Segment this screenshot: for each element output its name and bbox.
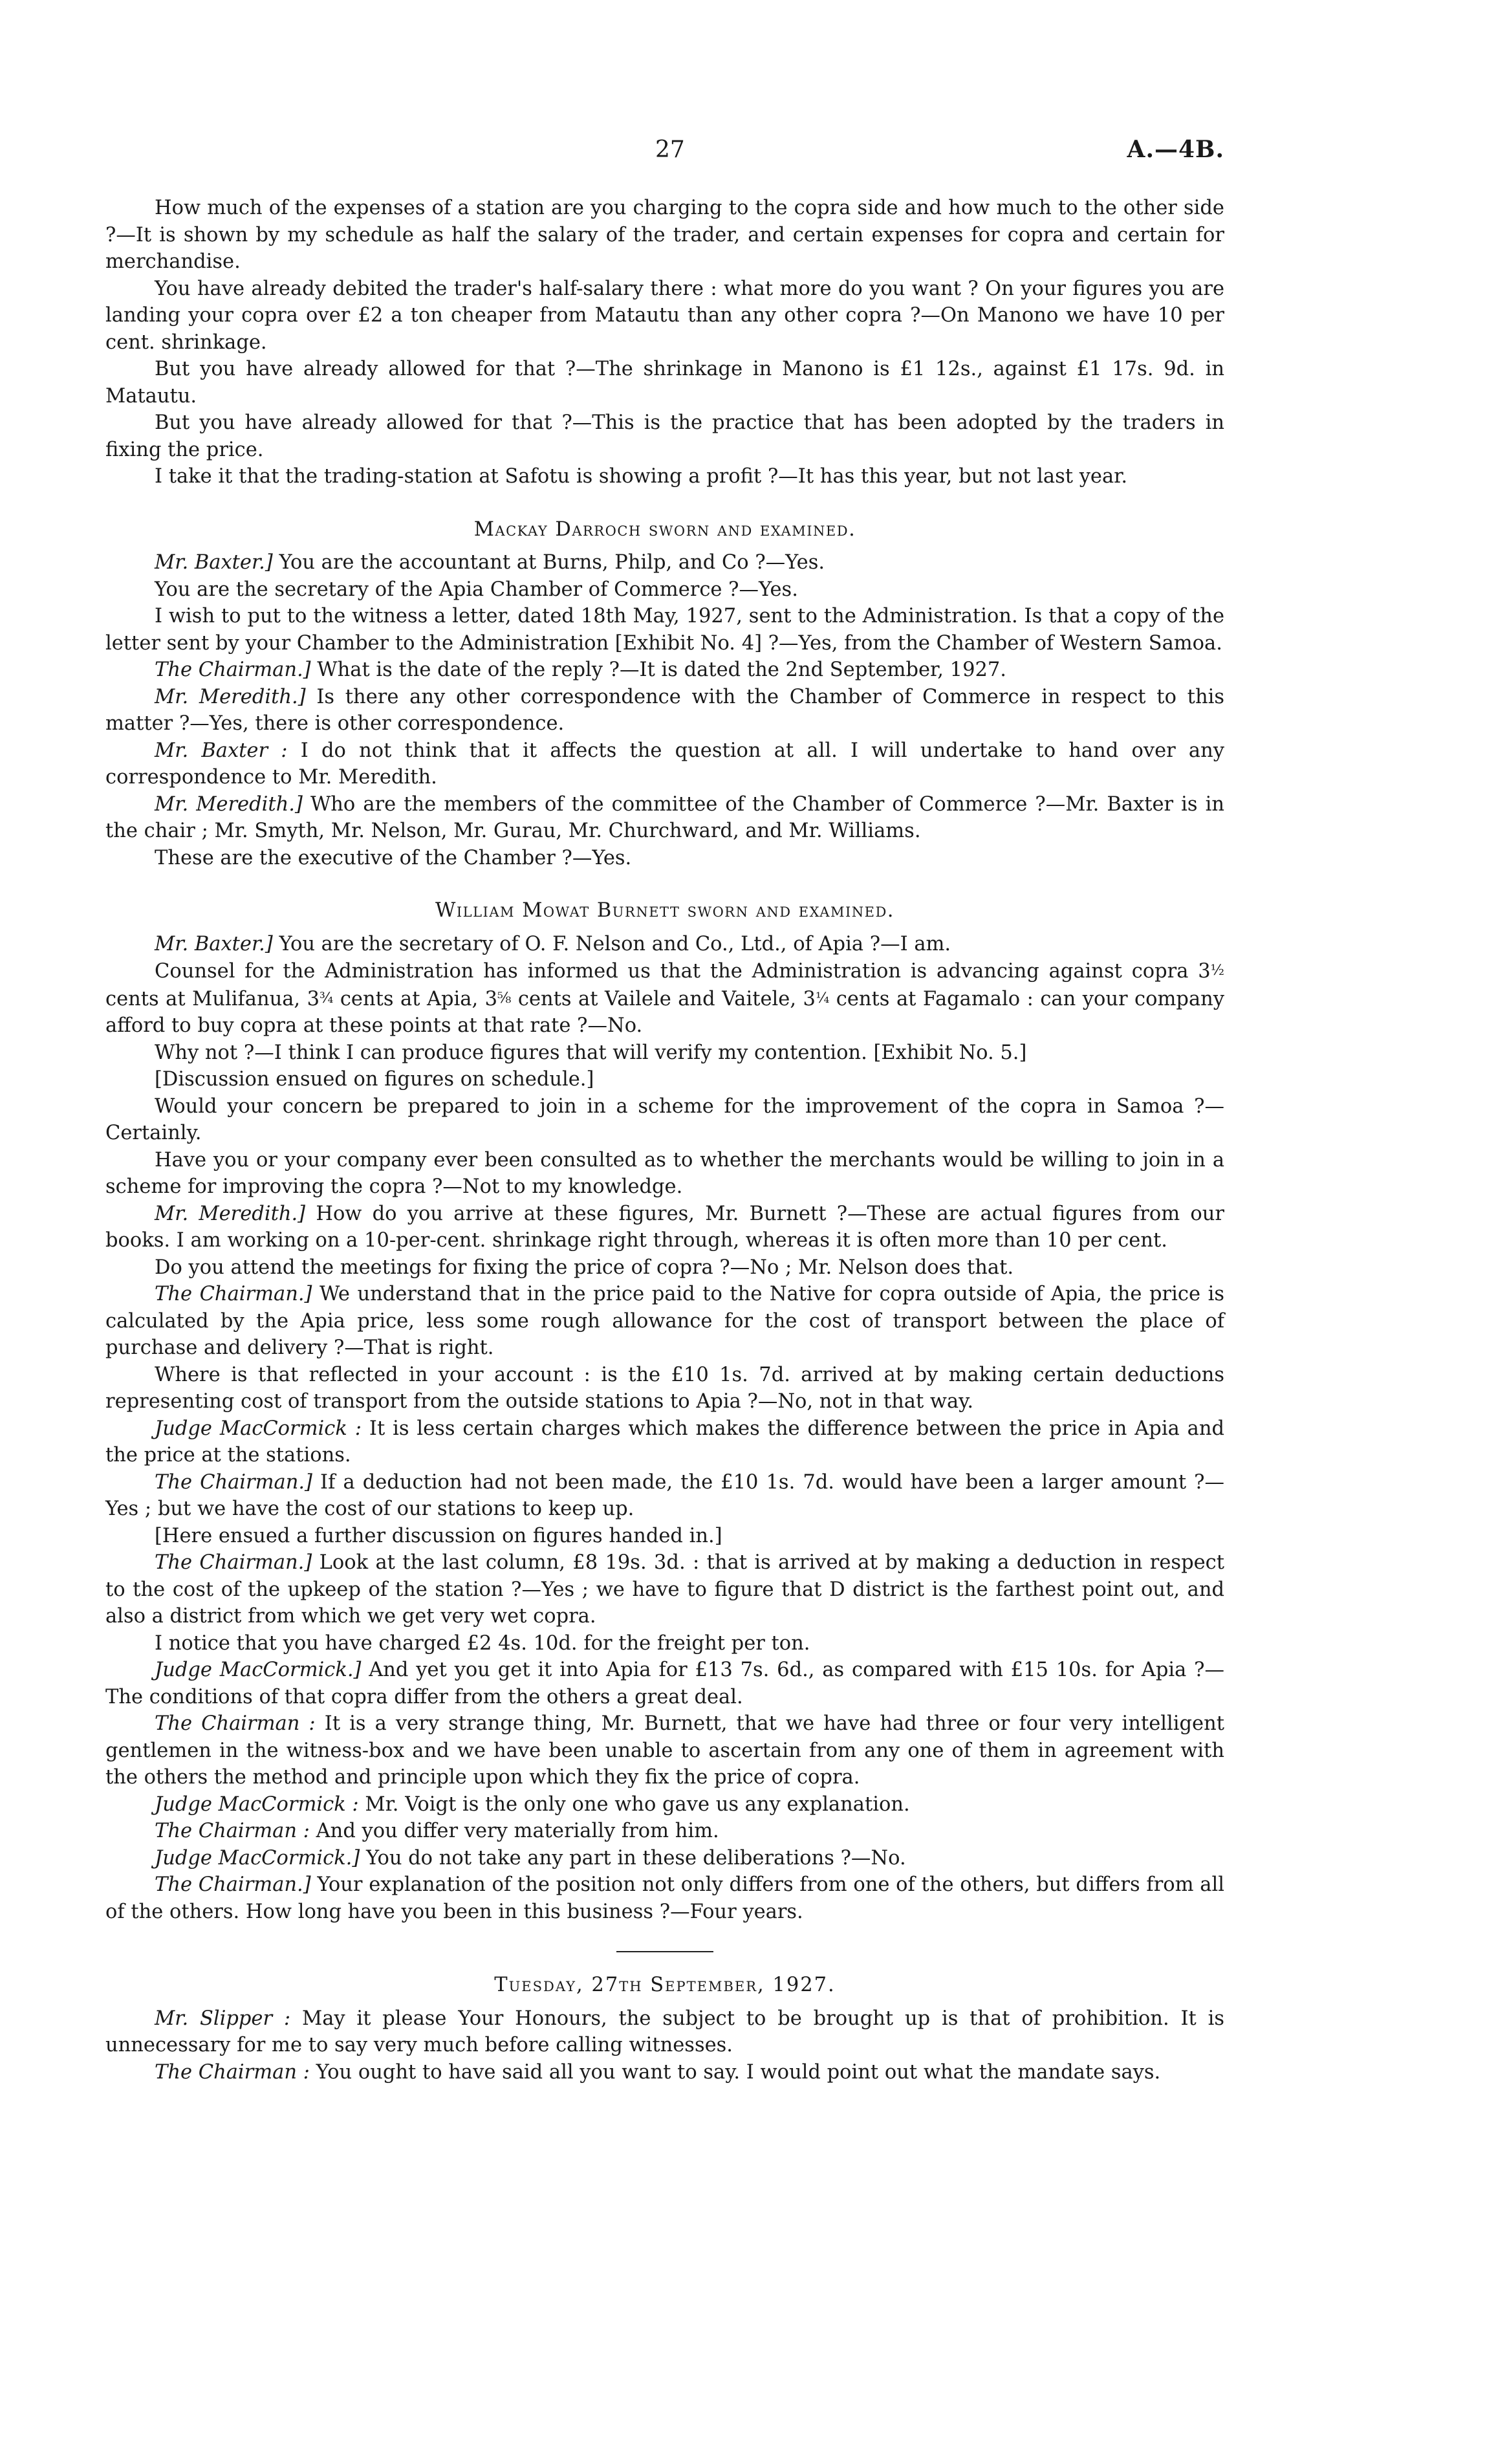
counsel-text: cents at Apia, 3 <box>333 987 498 1010</box>
fraction: ⅝ <box>497 990 512 1007</box>
testimony-text: How do you arrive at these figures, Mr. Burnett ?—These are actual figures from our books. I am working on a 10-per-cent. shrinkage right through, whereas it is often more than 10 per cent. <box>105 1202 1224 1252</box>
testimony-text: I do not think that it affects the question at all. I will undertake to hand over any correspondence to Mr. Meredith. <box>105 739 1224 789</box>
testimony-paragraph <box>105 603 1224 657</box>
testimony-paragraph <box>105 1415 1224 1469</box>
testimony-text: [Discussion ensued on figures on schedule.] <box>155 1068 594 1091</box>
testimony-paragraph <box>105 1362 1224 1415</box>
document-reference: A.—4B. <box>1127 136 1224 163</box>
testimony-text: Your explanation of the position not only differs from one of the others, but differs from all of the others. How long have you been in this business ?—Four years. <box>105 1873 1224 1923</box>
testimony-text: And you differ very materially from him. <box>309 1820 719 1842</box>
testimony-text: Look at the last column, £8 19s. 3d. : that is arrived at by making a deduction in respect to the cost of the upkeep of the station ?—Yes ; we have to figure that D district is the farthest point out, and also a district from which we get very wet copra. <box>105 1551 1224 1628</box>
testimony-paragraph <box>105 1201 1224 1254</box>
testimony-paragraph <box>105 791 1224 845</box>
fraction: ¼ <box>815 990 830 1007</box>
testimony-text: You are the secretary of the Apia Chamber of Commerce ?—Yes. <box>155 578 798 601</box>
testimony-paragraph <box>105 1066 1224 1093</box>
date-heading: Tuesday, 27th September, 1927. <box>494 1974 836 1996</box>
testimony-paragraph <box>105 1549 1224 1630</box>
testimony-paragraph <box>105 1710 1224 1791</box>
testimony-paragraph <box>105 1254 1224 1281</box>
testimony-paragraph <box>105 1523 1224 1550</box>
speaker-label: The Chairman.] <box>155 1470 312 1494</box>
testimony-text: Do you attend the meetings for fixing the price of copra ?—No ; Mr. Nelson does that. <box>155 1256 1014 1279</box>
testimony-text: Would your concern be prepared to join in a scheme for the improvement of the copra in Samoa ?—Certainly. <box>105 1095 1224 1144</box>
testimony-text: If a deduction had not been made, the £10 1s. 7d. would have been a larger amount ?—Yes ; but we have the cost of our stations to keep up. <box>105 1470 1225 1520</box>
testimony-paragraph <box>105 1657 1224 1710</box>
speaker-label: Mr. Meredith.] <box>155 1202 306 1225</box>
speaker-label: Mr. Meredith.] <box>155 792 303 816</box>
testimony-text: Where is that reflected in your account : is the £10 1s. 7d. arrived at by making certain deductions representing cost of transport from the outside stations to Apia ?—No, not in that way. <box>105 1363 1224 1413</box>
speaker-label: Mr. Meredith.] <box>155 685 306 708</box>
paragraph: But you have already allowed for that ?—This is the practice that has been adopted by the traders in fixing the price. <box>105 411 1224 461</box>
counsel-paragraph <box>105 957 1224 1040</box>
testimony-paragraph <box>105 1281 1224 1362</box>
testimony-text: Who are the members of the committee of the Chamber of Commerce ?—Mr. Baxter is in the chair ; Mr. Smyth, Mr. Nelson, Mr. Gurau, Mr. Churchward, and Mr. Williams. <box>105 792 1225 842</box>
testimony-paragraph <box>105 737 1224 791</box>
paragraph: You have already debited the trader's half-salary there : what more do you want ? On your figures you are landing your copra over £2 a ton cheaper from Matautu than any other copra ?—On Manono we have 10 per cent. shrinkage. <box>105 277 1224 354</box>
testimony-text: And yet you get it into Apia for £13 7s. 6d., as compared with £15 10s. for Apia ?—The conditions of that copra differ from the others a great deal. <box>105 1659 1224 1708</box>
testimony-paragraph <box>105 1871 1224 1925</box>
speaker-label: Judge MacCormick : <box>155 1417 362 1440</box>
speaker-label: The Chairman : <box>155 1712 316 1735</box>
fraction: ½ <box>1210 963 1224 979</box>
page-header <box>105 133 1224 171</box>
testimony-paragraph <box>105 1791 1224 1818</box>
page-number: 27 <box>655 136 685 163</box>
testimony-text: You are the secretary of O. F. Nelson and Co., Ltd., of Apia ?—I am. <box>272 932 951 955</box>
section-heading-burnett: William Mowat Burnett sworn and examined. <box>435 899 894 922</box>
testimony-paragraph <box>105 931 1224 958</box>
testimony-paragraph <box>105 657 1224 684</box>
testimony-text: Have you or your company ever been consulted as to whether the merchants would be willing to join in a scheme for improving the copra ?—Not to my knowledge. <box>105 1148 1224 1198</box>
counsel-text: cents at Mulifanua, 3 <box>105 987 320 1010</box>
testimony-text: I notice that you have charged £2 4s. 10d. for the freight per ton. <box>155 1631 810 1655</box>
testimony-paragraph <box>105 1845 1224 1872</box>
section-divider <box>616 1951 713 1952</box>
testimony-text: You are the accountant at Burns, Philp, and Co ?—Yes. <box>272 551 825 574</box>
speaker-label: The Chairman.] <box>155 1283 312 1305</box>
testimony-text: May it please Your Honours, the subject to be brought up is that of prohibition. It is unnecessary for me to say very much before calling witnesses. <box>105 2007 1224 2056</box>
speaker-label: The Chairman.] <box>155 1873 311 1896</box>
testimony-text: Is there any other correspondence with the Chamber of Commerce in respect to this matter ?—Yes, there is other correspondence. <box>105 685 1224 735</box>
speaker-label: Mr. Baxter.] <box>155 551 273 574</box>
paragraph: I take it that the trading-station at Safotu is showing a profit ?—It has this year, but not last year. <box>155 465 1128 488</box>
testimony-paragraph <box>105 2005 1224 2059</box>
testimony-text: I wish to put to the witness a letter, dated 18th May, 1927, sent to the Administration. Is that a copy of the letter sent by your Chamber to the Administration [Exhibit No. 4] ?—Yes, from the Chamber of Western Samoa. <box>105 605 1224 655</box>
testimony-text: It is a very strange thing, Mr. Burnett, that we have had three or four very intelligent gentlemen in the witness-box and we have been unable to ascertain from any one of them in agreement with the others the method and principle upon which they fix the price of copra. <box>105 1712 1224 1789</box>
speaker-label: Mr. Baxter.] <box>155 932 273 955</box>
speaker-label: Judge MacCormick : <box>155 1793 359 1816</box>
speaker-label: Judge MacCormick.] <box>155 1846 360 1870</box>
testimony-paragraph <box>105 1818 1224 1845</box>
testimony-paragraph <box>105 1630 1224 1657</box>
testimony-text: It is less certain charges which makes the difference between the price in Apia and the price at the stations. <box>105 1417 1224 1466</box>
testimony-paragraph <box>105 2059 1224 2086</box>
testimony-paragraph <box>105 684 1224 737</box>
testimony-paragraph <box>105 845 1224 872</box>
counsel-text: cents at Vailele and Vaitele, 3 <box>511 987 816 1010</box>
testimony-text: You ought to have said all you want to say. I would point out what the mandate says. <box>309 2060 1161 2084</box>
counsel-text: cents at Fagamalo : can your company afford to buy copra at these points at that rate ?—No. <box>105 987 1224 1037</box>
speaker-label: Mr. Baxter : <box>155 739 288 762</box>
testimony-paragraph <box>105 1040 1224 1067</box>
testimony-text: [Here ensued a further discussion on figures handed in.] <box>155 1524 722 1547</box>
testimony-text: Mr. Voigt is the only one who gave us any explanation. <box>358 1793 910 1816</box>
counsel-text: Counsel for the Administration has informed us that the Administration is advancing against copra 3 <box>155 960 1211 983</box>
speaker-label: The Chairman.] <box>155 659 311 681</box>
testimony-text: Why not ?—I think I can produce figures that will verify my contention. [Exhibit No. 5.] <box>155 1041 1027 1064</box>
testimony-paragraph <box>105 549 1224 576</box>
paragraph: But you have already allowed for that ?—The shrinkage in Manono is £1 12s., against £1 17s. 9d. in Matautu. <box>105 358 1224 408</box>
testimony-text: What is the date of the reply ?—It is dated the 2nd September, 1927. <box>310 659 1006 681</box>
speaker-label: The Chairman.] <box>155 1551 312 1574</box>
speaker-label: The Chairman : <box>155 2060 310 2084</box>
section-heading-darroch: Mackay Darroch sworn and examined. <box>473 518 856 541</box>
testimony-paragraph <box>105 1469 1224 1523</box>
testimony-text: You do not take any part in these deliberations ?—No. <box>360 1846 906 1870</box>
speaker-label: Judge MacCormick.] <box>155 1659 362 1681</box>
speaker-label: The Chairman : <box>155 1820 310 1842</box>
testimony-paragraph <box>105 1093 1224 1147</box>
testimony-text: We understand that in the price paid to the Native for copra outside of Apia, the price is calculated by the Apia price, less some rough allowance for the cost of transport between the place of purchase and delivery ?—That is right. <box>105 1283 1224 1359</box>
speaker-label: Mr. Slipper : <box>155 2007 291 2030</box>
document-page <box>105 133 1224 2086</box>
testimony-text: These are the executive of the Chamber ?—Yes. <box>155 846 632 869</box>
paragraph: How much of the expenses of a station are you charging to the copra side and how much to the other side ?—It is shown by my schedule as half the salary of the trader, and certain expenses for copra and certain for merchandise. <box>105 197 1224 273</box>
fraction: ¾ <box>320 990 334 1007</box>
testimony-paragraph <box>105 576 1224 604</box>
testimony-paragraph <box>105 1147 1224 1201</box>
